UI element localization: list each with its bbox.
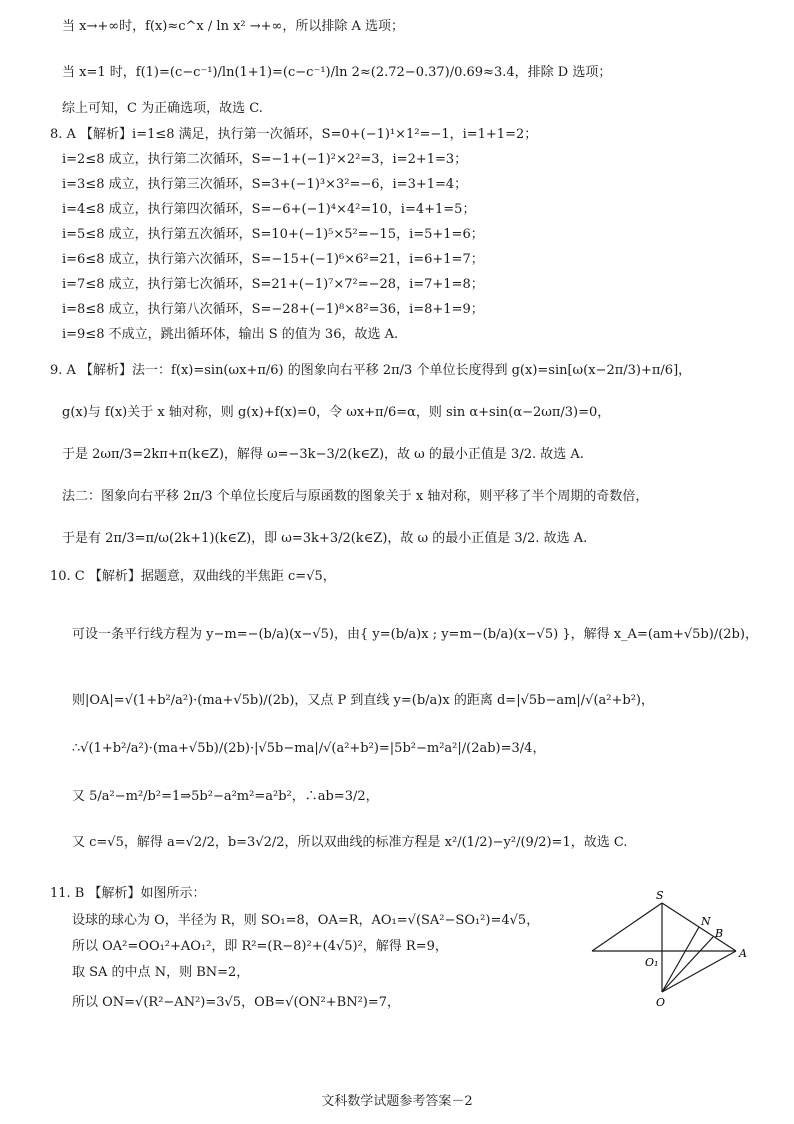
text-line-l21: ∴√(1+b²/a²)·(ma+√5b)/(2b)·|√5b−ma|/√(a²+b²)=|5b²−m²a²|/(2ab)=3/4， <box>72 741 546 756</box>
text-line-l7: i=4≤8 成立，执行第四次循环，S=−6+(−1)⁴×4²=10，i=4+1=5； <box>62 202 476 217</box>
figure-edge-O-A <box>662 951 736 992</box>
text-line-l15: 于是 2ωπ/3=2kπ+π(k∈Z)，解得 ω=−3k−3/2(k∈Z)，故 ω 的最小正值是 3/2. 故选 A. <box>62 447 584 462</box>
figure-edge-O-N <box>662 927 699 992</box>
figure-label-S: S <box>656 889 664 902</box>
text-line-l6: i=3≤8 成立，执行第三次循环，S=3+(−1)³×3²=−6，i=3+1=4； <box>62 177 468 192</box>
text-line-l26: 所以 OA²=OO₁²+AO₁²，即 R²=(R−8)²+(4√5)²，解得 R=9， <box>72 939 448 954</box>
text-line-l27: 取 SA 的中点 N，则 BN=2， <box>72 965 250 980</box>
figure-edge-S-A <box>662 903 736 951</box>
page-footer: 文科数学试题参考答案－2 <box>321 1094 473 1109</box>
text-line-l20: 则|OA|=√(1+b²/a²)·(ma+√5b)/(2b)，又点 P 到直线 y=(b/a)x 的距离 d=|√5b−am|/√(a²+b²)， <box>72 693 654 708</box>
text-line-l25: 设球的球心为 O，半径为 R，则 SO₁=8，OA=R，AO₁=√(SA²−SO₁²)=4√5， <box>72 913 540 928</box>
figure-label-N: N <box>701 915 711 928</box>
figure-label-A: A <box>739 947 747 960</box>
text-line-l10: i=7≤8 成立，执行第七次循环，S=21+(−1)⁷×7²=−28，i=7+1=8； <box>62 277 484 292</box>
text-line-l22: 又 5/a²−m²/b²=1⇒5b²−a²m²=a²b²，∴ab=3/2， <box>72 789 379 804</box>
figure-edge-O-B <box>662 937 713 992</box>
text-line-l8: i=5≤8 成立，执行第五次循环，S=10+(−1)⁵×5²=−15，i=5+1=6； <box>62 227 484 242</box>
text-line-l14: g(x)与 f(x)关于 x 轴对称，则 g(x)+f(x)=0，令 ωx+π/6=α，则 sin α+sin(α−2ωπ/3)=0， <box>62 405 611 420</box>
text-line-l12: i=9≤8 不成立，跳出循环体，输出 S 的值为 36，故选 A. <box>62 327 399 342</box>
figure-label-B: B <box>715 927 724 940</box>
text-line-l23: 又 c=√5，解得 a=√2/2，b=3√2/2，所以双曲线的标准方程是 x²/(1/2)−y²/(9/2)=1，故选 C. <box>72 835 628 850</box>
text-line-l9: i=6≤8 成立，执行第六次循环，S=−15+(−1)⁶×6²=21，i=6+1=7； <box>62 252 484 267</box>
text-line-l11: i=8≤8 成立，执行第八次循环，S=−28+(−1)⁸×8²=36，i=8+1=9； <box>62 302 484 317</box>
text-line-l18: 10. C 【解析】据题意，双曲线的半焦距 c=√5， <box>50 569 336 584</box>
text-line-l2: 当 x=1 时，f(1)=(c−c⁻¹)/ln(1+1)=(c−c⁻¹)/ln 2≈(2.72−0.37)/0.69≈3.4，排除 D 选项； <box>62 65 612 80</box>
text-line-l3: 综上可知，C 为正确选项，故选 C. <box>62 101 263 116</box>
text-line-l13: 9. A 【解析】法一：f(x)=sin(ωx+π/6) 的图象向右平移 2π/3 个单位长度得到 g(x)=sin[ω(x−2π/3)+π/6]， <box>50 363 692 378</box>
text-line-l17: 于是有 2π/3=π/ω(2k+1)(k∈Z)，即 ω=3k+3/2(k∈Z)，故 ω 的最小正值是 3/2. 故选 A. <box>62 531 588 546</box>
text-line-l19: 可设一条平行线方程为 y−m=−(b/a)(x−√5)，由{ y=(b/a)x ; y=m−(b/a)(x−√5) }，解得 x_A=(am+√5b)/(2b)， <box>72 627 758 642</box>
text-line-l5: i=2≤8 成立，执行第二次循环，S=−1+(−1)²×2²=3，i=2+1=3； <box>62 152 468 167</box>
text-line-l1: 当 x→+∞时，f(x)≈c^x / ln x² →+∞，所以排除 A 选项； <box>62 19 405 34</box>
figure-label-O: O <box>656 996 666 1009</box>
figure-label-O1: O₁ <box>645 956 659 969</box>
text-line-l4: 8. A 【解析】i=1≤8 满足，执行第一次循环，S=0+(−1)¹×1²=−1，i=1+1=2； <box>50 127 538 142</box>
text-line-l28: 所以 ON=√(R²−AN²)=3√5，OB=√(ON²+BN²)=7， <box>72 995 401 1010</box>
figure-edge-S-left <box>592 903 662 951</box>
text-line-l24: 11. B 【解析】如图所示： <box>50 886 206 901</box>
text-line-l16: 法二：图象向右平移 2π/3 个单位长度后与原函数的图象关于 x 轴对称，则平移了半个周期的奇数倍， <box>62 489 649 504</box>
